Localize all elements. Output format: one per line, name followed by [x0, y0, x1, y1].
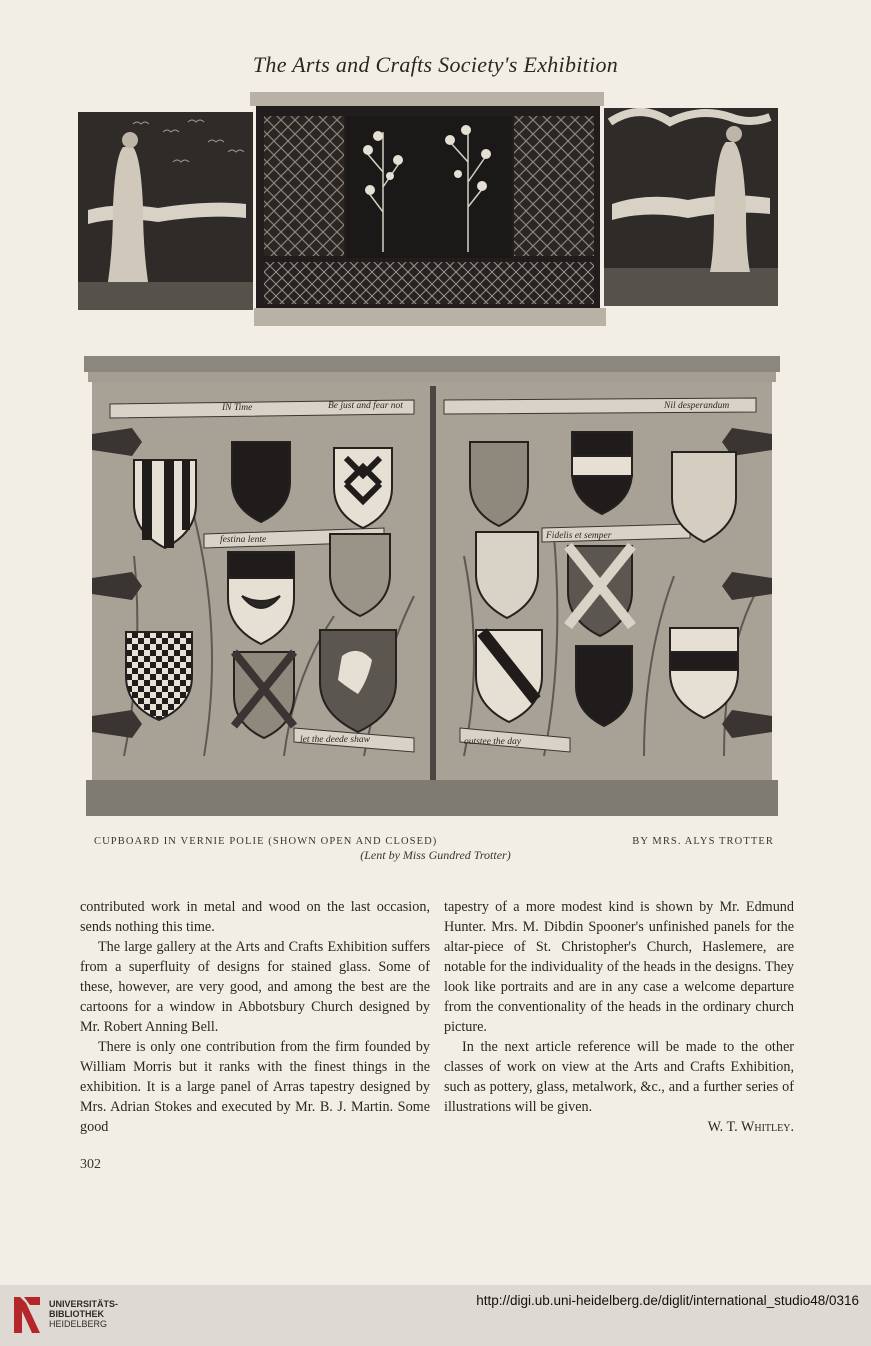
source-url-link[interactable]: http://digi.ub.uni-heidelberg.de/diglit/international_studio48/0316: [476, 1293, 859, 1308]
paragraph: In the next article reference will be made to the other classes of work on view at the Arts and Crafts Exhibition, such as pottery, glass, metalwork, &c., and a further series of illustrations will be given.: [444, 1039, 794, 1115]
signature: W. T. Whitley.: [707, 1119, 794, 1135]
cornice: [250, 92, 604, 106]
paragraph: tapestry of a more modest kind is shown by Mr. Edmund Hunter. Mrs. M. Dibdin Spooner's unfinished panels for the altar-piece of St. Christopher's Church, Haslemere, are notable for the individuality of the heads in the designs. They look like portraits and are in any case a welcome departure from the conventionality of the heads in the ordinary church picture.: [444, 899, 794, 1035]
text-column-left: [80, 897, 430, 1137]
paragraph: There is only one contribution from the firm founded by William Morris but it ranks with the finest things in the exhibition. It is a large panel of Arras tapestry designed by Mrs. Adrian Stokes and executed by Mr. B. J. Martin. Some good: [80, 1039, 430, 1135]
motto-1: IN Time: [222, 403, 253, 413]
motto-2: Be just and fear not: [328, 401, 403, 411]
motto-3: festina lente: [220, 535, 267, 545]
motto-4: let the deede shaw: [300, 735, 370, 745]
motto-6: Fidelis et semper: [546, 531, 612, 541]
page-number: 302: [80, 1157, 101, 1172]
plinth: [86, 780, 778, 816]
library-name[interactable]: UNIVERSITÄTS- BIBLIOTHEK HEIDELBERG: [49, 1299, 119, 1329]
paragraph: contributed work in metal and wood on the last occasion, sends nothing this time.: [80, 899, 430, 935]
motto-7: outstee the day: [464, 737, 521, 747]
cornice: [84, 356, 780, 372]
cupboard-closed-illustration: [84, 356, 780, 816]
text-column-right: [444, 897, 794, 1137]
motto-5: Nil desperandum: [664, 401, 730, 411]
figure-credit: (Lent by Miss Gundred Trotter): [360, 848, 511, 862]
door-join: [430, 386, 436, 780]
figure-caption-right: BY MRS. ALYS TROTTER: [632, 836, 774, 847]
running-header: The Arts and Crafts Society's Exhibition: [252, 52, 619, 77]
library-logo-icon[interactable]: [10, 1291, 44, 1339]
paragraph: The large gallery at the Arts and Crafts Exhibition suffers from a superfluity of designs for stained glass. Some of these, however, are very good, and among the best are the cartoons for a window in Abbotsbury Church designed by Mr. Robert Anning Bell.: [80, 939, 430, 1035]
cupboard-open-illustration: [78, 92, 778, 332]
figure-caption-left: CUPBOARD IN VERNIE POLIE (SHOWN OPEN AND CLOSED): [94, 836, 438, 847]
